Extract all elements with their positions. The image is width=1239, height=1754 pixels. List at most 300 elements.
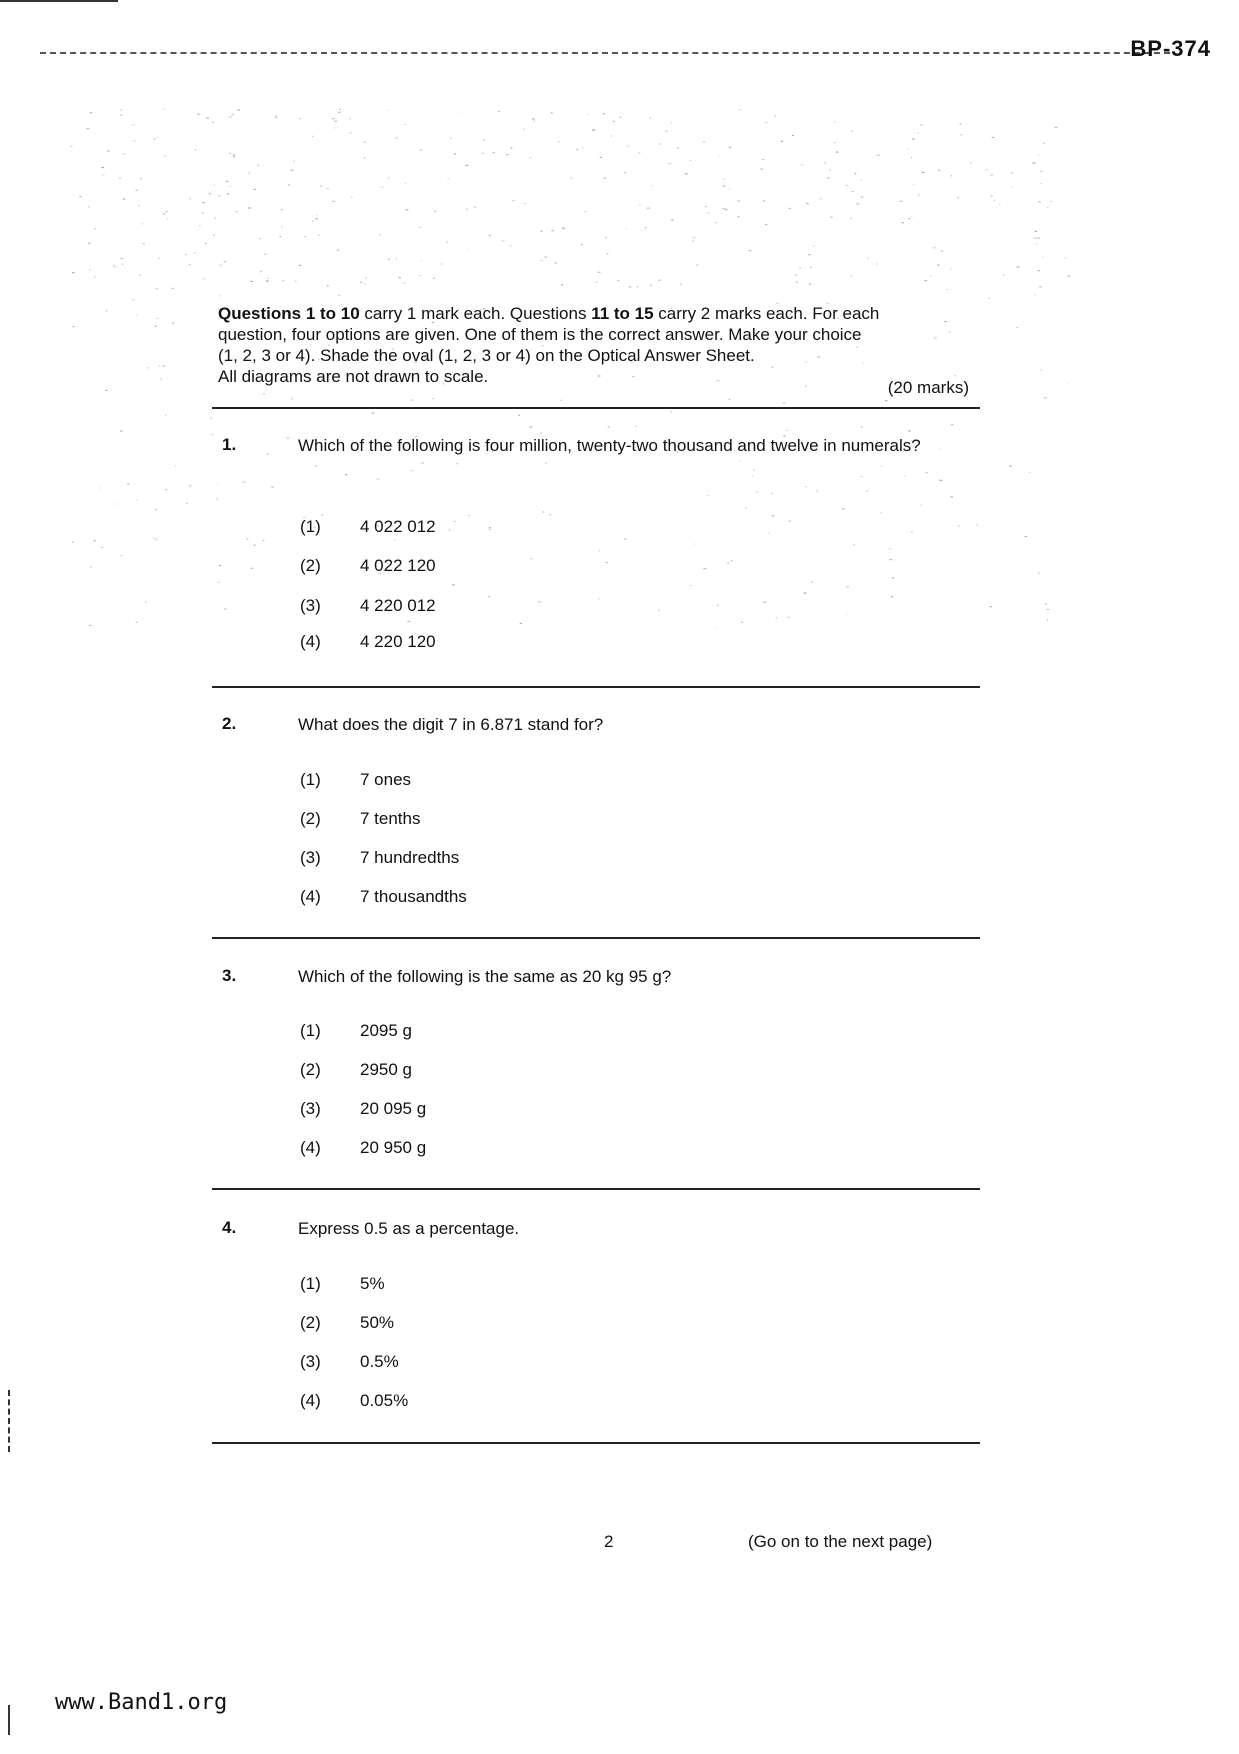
noise-speck [881, 466, 882, 467]
noise-speck [219, 195, 221, 196]
question-number: 2. [222, 714, 237, 733]
option-label: (1) [300, 1274, 321, 1293]
noise-speck [236, 211, 238, 212]
noise-speck [1038, 270, 1041, 271]
option-value: 4 220 120 [360, 632, 436, 651]
paper-code: BP-374 [1130, 36, 1211, 61]
noise-speck [918, 132, 919, 133]
noise-speck [781, 141, 783, 142]
noise-speck [719, 155, 720, 156]
question-number: 4. [222, 1218, 237, 1237]
noise-speck [918, 194, 920, 195]
noise-speck [250, 568, 253, 569]
noise-speck [950, 268, 951, 269]
noise-speck [288, 184, 290, 185]
noise-speck [387, 110, 389, 111]
noise-speck [531, 558, 533, 559]
option-value: 2950 g [360, 1060, 412, 1079]
noise-speck [1043, 143, 1045, 144]
noise-speck [143, 243, 145, 244]
noise-speck [746, 508, 747, 509]
noise-speck [99, 487, 100, 488]
noise-speck [976, 524, 978, 525]
instructions-text-mid: carry 1 mark each. Questions [359, 304, 592, 323]
noise-speck [1040, 183, 1041, 184]
noise-speck [121, 264, 124, 265]
noise-speck [366, 277, 367, 278]
noise-speck [388, 177, 390, 178]
noise-speck [541, 231, 543, 232]
noise-speck [728, 563, 729, 564]
noise-speck [668, 163, 671, 164]
option-label: (4) [300, 1391, 321, 1410]
noise-speck [582, 148, 583, 149]
noise-speck [789, 208, 792, 209]
option-label: (3) [300, 596, 321, 615]
noise-speck [1046, 609, 1049, 610]
noise-speck [117, 503, 118, 504]
noise-speck [1035, 243, 1038, 244]
noise-speck [337, 250, 339, 251]
noise-speck [763, 602, 766, 603]
noise-speck [89, 625, 92, 626]
noise-speck [1038, 155, 1039, 156]
noise-speck [452, 584, 455, 585]
noise-speck [813, 246, 815, 247]
noise-speck [72, 542, 73, 543]
option-label: (2) [300, 1060, 321, 1079]
noise-speck [364, 283, 365, 284]
noise-speck [338, 112, 341, 113]
noise-speck [432, 398, 434, 399]
noise-speck [725, 209, 727, 210]
noise-speck [613, 121, 615, 122]
noise-speck [506, 154, 509, 155]
noise-speck [696, 264, 698, 265]
noise-speck [829, 170, 831, 171]
question-number: 3. [222, 966, 237, 985]
noise-speck [861, 196, 863, 197]
noise-speck [287, 438, 290, 439]
noise-speck [604, 178, 606, 179]
question-divider [212, 1188, 980, 1190]
noise-speck [786, 430, 788, 431]
noise-speck [1011, 172, 1014, 173]
noise-speck [639, 204, 640, 205]
noise-speck [332, 201, 335, 202]
noise-speck [939, 448, 940, 449]
noise-speck [853, 544, 855, 545]
noise-speck [792, 135, 794, 136]
noise-speck [446, 241, 448, 242]
noise-speck [852, 131, 853, 132]
noise-speck [986, 169, 988, 170]
option-value: 20 095 g [360, 1099, 427, 1118]
noise-speck [164, 155, 167, 156]
noise-speck [805, 486, 806, 487]
option-label: (3) [300, 848, 321, 867]
noise-speck [421, 463, 424, 464]
noise-speck [810, 267, 812, 268]
noise-speck [229, 116, 232, 117]
noise-speck [140, 178, 142, 179]
noise-speck [596, 281, 597, 282]
noise-speck [512, 200, 515, 201]
noise-speck [1038, 201, 1041, 202]
noise-speck [856, 203, 859, 204]
noise-speck [561, 284, 563, 285]
noise-speck [335, 121, 337, 122]
noise-speck [396, 259, 397, 260]
noise-speck [546, 463, 547, 464]
noise-speck [842, 508, 844, 509]
noise-speck [795, 274, 797, 275]
question-divider [212, 937, 980, 939]
noise-speck [598, 598, 600, 599]
noise-speck [213, 234, 215, 235]
noise-speck [904, 475, 906, 476]
noise-speck [161, 378, 162, 379]
noise-speck [202, 212, 204, 213]
noise-speck [153, 538, 155, 539]
noise-speck [671, 123, 672, 124]
noise-speck [641, 230, 642, 231]
noise-speck [605, 237, 607, 238]
noise-speck [90, 567, 91, 568]
noise-speck [120, 258, 123, 259]
noise-speck [703, 568, 706, 569]
noise-speck [707, 495, 709, 496]
noise-speck [912, 138, 915, 139]
question-number: 1. [222, 435, 237, 454]
noise-speck [394, 539, 396, 540]
noise-speck [741, 622, 743, 623]
instructions-text-end: carry 2 marks each. For each [653, 304, 880, 323]
noise-speck [156, 318, 158, 319]
noise-speck [364, 157, 365, 158]
scan-artifact-top-left [0, 0, 118, 2]
noise-speck [970, 163, 971, 164]
question-divider [212, 1442, 980, 1444]
noise-speck [729, 188, 730, 189]
scan-artifact-left-edge [8, 1390, 10, 1452]
noise-speck [165, 415, 167, 416]
noise-speck [804, 593, 807, 594]
option-value: 0.05% [360, 1391, 409, 1410]
noise-speck [172, 288, 174, 289]
noise-speck [763, 159, 765, 160]
noise-speck [658, 610, 660, 611]
noise-speck [219, 265, 222, 266]
noise-speck [351, 197, 353, 198]
noise-speck [224, 609, 227, 610]
noise-speck [141, 223, 143, 224]
noise-speck [659, 143, 660, 144]
question-text: Which of the following is four million, twenty-two thousand and twelve in numerals? [298, 436, 921, 455]
noise-speck [825, 162, 826, 163]
noise-speck [275, 117, 277, 118]
noise-speck [752, 476, 754, 477]
noise-speck [420, 149, 422, 150]
noise-speck [861, 179, 862, 180]
noise-speck [749, 250, 752, 251]
instructions-bold-range-2: 11 to 15 [591, 304, 654, 323]
noise-speck [908, 218, 910, 219]
noise-speck [217, 483, 218, 484]
noise-speck [606, 562, 608, 563]
noise-speck [317, 215, 318, 216]
noise-speck [560, 400, 562, 401]
noise-speck [647, 208, 650, 209]
noise-speck [137, 315, 138, 316]
option-label: (1) [300, 770, 321, 789]
noise-speck [768, 533, 770, 534]
noise-speck [263, 540, 265, 541]
noise-speck [581, 244, 583, 245]
noise-speck [405, 124, 406, 125]
noise-speck [259, 238, 260, 239]
noise-speck [1046, 603, 1047, 604]
option-value: 7 thousandths [360, 887, 467, 906]
noise-speck [189, 485, 191, 486]
noise-speck [551, 112, 553, 113]
noise-speck [88, 206, 89, 207]
noise-speck [433, 278, 435, 279]
noise-speck [885, 400, 888, 401]
noise-speck [338, 295, 341, 296]
noise-speck [685, 173, 688, 174]
noise-speck [834, 142, 836, 143]
noise-speck [156, 288, 158, 289]
noise-speck [155, 326, 157, 327]
noise-speck [364, 142, 366, 143]
noise-speck [419, 275, 421, 276]
noise-speck [127, 484, 129, 485]
noise-speck [694, 544, 695, 545]
option-label: (2) [300, 1313, 321, 1332]
noise-speck [571, 178, 573, 179]
noise-speck [549, 514, 551, 515]
noise-speck [620, 117, 622, 118]
noise-speck [253, 189, 256, 190]
noise-speck [677, 148, 679, 149]
option-label: (4) [300, 1138, 321, 1157]
noise-speck [690, 585, 692, 586]
noise-speck [454, 153, 456, 154]
option-value: 0.5% [360, 1352, 399, 1371]
noise-speck [1038, 573, 1039, 574]
noise-speck [737, 200, 740, 201]
noise-speck [1035, 231, 1037, 232]
noise-speck [799, 268, 801, 269]
noise-speck [318, 235, 320, 236]
noise-speck [992, 137, 995, 138]
noise-speck [156, 539, 158, 540]
noise-speck [202, 202, 205, 203]
noise-speck [999, 204, 1000, 205]
noise-speck [312, 220, 314, 221]
noise-speck [808, 254, 811, 255]
noise-speck [120, 431, 123, 432]
noise-speck [209, 193, 211, 194]
noise-speck [339, 109, 340, 110]
noise-speck [937, 265, 939, 266]
noise-speck [811, 582, 812, 583]
noise-speck [299, 118, 301, 119]
noise-speck [458, 112, 459, 113]
noise-speck [93, 540, 96, 541]
noise-speck [194, 252, 196, 253]
noise-speck [617, 280, 620, 281]
instructions-bold-range-1: Questions 1 to 10 [218, 304, 360, 323]
header-rule [40, 52, 1170, 54]
noise-speck [806, 203, 809, 204]
noise-speck [624, 539, 626, 540]
noise-speck [399, 277, 401, 278]
noise-speck [1003, 275, 1004, 276]
noise-speck [89, 269, 90, 270]
noise-speck [119, 178, 121, 179]
website-watermark: www.Band1.org [55, 1690, 228, 1715]
noise-speck [588, 114, 589, 115]
instructions-line-1 [218, 303, 970, 324]
noise-speck [950, 496, 953, 497]
noise-speck [532, 118, 535, 119]
noise-speck [729, 147, 731, 148]
noise-speck [846, 614, 847, 615]
noise-speck [365, 627, 366, 628]
noise-speck [153, 139, 156, 140]
noise-speck [558, 141, 560, 142]
noise-speck [72, 326, 74, 327]
option-value: 5% [360, 1274, 385, 1293]
noise-speck [105, 390, 107, 391]
noise-speck [267, 454, 268, 455]
noise-speck [851, 275, 852, 276]
noise-speck [1034, 238, 1037, 239]
option-value: 4 022 120 [360, 556, 436, 575]
noise-speck [889, 548, 892, 549]
noise-speck [939, 480, 942, 481]
noise-speck [776, 617, 777, 618]
noise-speck [473, 206, 474, 207]
noise-speck [877, 155, 880, 156]
noise-speck [396, 138, 398, 139]
noise-speck [629, 286, 632, 287]
noise-speck [850, 218, 851, 219]
noise-speck [1050, 201, 1052, 202]
noise-speck [381, 187, 384, 188]
noise-speck [145, 602, 147, 603]
noise-speck [232, 114, 234, 115]
noise-speck [730, 560, 733, 561]
noise-speck [846, 185, 849, 186]
noise-speck [722, 186, 725, 187]
noise-speck [1011, 186, 1012, 187]
noise-speck [1065, 257, 1067, 258]
noise-speck [320, 185, 322, 186]
noise-speck [388, 259, 390, 260]
noise-speck [268, 278, 269, 279]
noise-speck [282, 280, 285, 281]
noise-speck [650, 285, 652, 286]
noise-speck [101, 167, 104, 168]
noise-speck [763, 200, 766, 201]
noise-speck [214, 185, 215, 186]
noise-speck [607, 253, 609, 254]
noise-speck [626, 228, 627, 229]
noise-speck [576, 149, 578, 150]
noise-speck [227, 193, 230, 194]
noise-speck [229, 153, 230, 154]
noise-speck [627, 146, 629, 147]
noise-speck [624, 172, 626, 173]
noise-speck [312, 136, 313, 137]
noise-speck [123, 154, 126, 155]
noise-speck [219, 565, 221, 566]
noise-speck [891, 596, 893, 597]
noise-speck [852, 191, 854, 192]
noise-speck [281, 226, 282, 227]
noise-speck [518, 415, 520, 416]
question-text: Which of the following is the same as 20 kg 95 g? [298, 967, 672, 986]
noise-speck [922, 172, 925, 173]
noise-speck [644, 227, 647, 228]
noise-speck [533, 121, 535, 122]
noise-speck [830, 217, 832, 218]
noise-speck [334, 127, 335, 128]
next-page-note: (Go on to the next page) [748, 1532, 933, 1551]
noise-speck [435, 211, 436, 212]
option-value: 2095 g [360, 1021, 412, 1040]
noise-speck [419, 227, 421, 228]
noise-speck [867, 258, 868, 259]
instructions-divider [212, 407, 980, 409]
noise-speck [224, 261, 227, 262]
noise-speck [902, 222, 904, 223]
noise-speck [315, 218, 318, 219]
noise-speck [219, 295, 221, 296]
noise-speck [233, 156, 235, 157]
noise-speck [197, 114, 199, 115]
noise-speck [761, 169, 763, 170]
noise-speck [911, 532, 913, 533]
noise-speck [247, 539, 248, 540]
noise-speck [549, 117, 551, 118]
noise-speck [210, 418, 213, 419]
noise-speck [1068, 383, 1069, 384]
noise-speck [924, 280, 927, 281]
noise-speck [377, 479, 380, 480]
noise-speck [147, 367, 149, 368]
noise-speck [783, 402, 786, 403]
noise-speck [163, 213, 165, 214]
noise-speck [158, 258, 160, 259]
noise-speck [788, 617, 791, 618]
noise-speck [717, 605, 719, 606]
noise-speck [102, 174, 105, 175]
noise-speck [327, 285, 329, 286]
noise-speck [925, 472, 928, 473]
noise-speck [738, 216, 740, 217]
noise-speck [332, 118, 334, 119]
noise-speck [610, 135, 611, 136]
noise-speck [524, 203, 526, 204]
noise-speck [121, 109, 122, 110]
noise-speck [1017, 327, 1018, 328]
noise-speck [911, 216, 912, 217]
noise-speck [135, 190, 138, 191]
